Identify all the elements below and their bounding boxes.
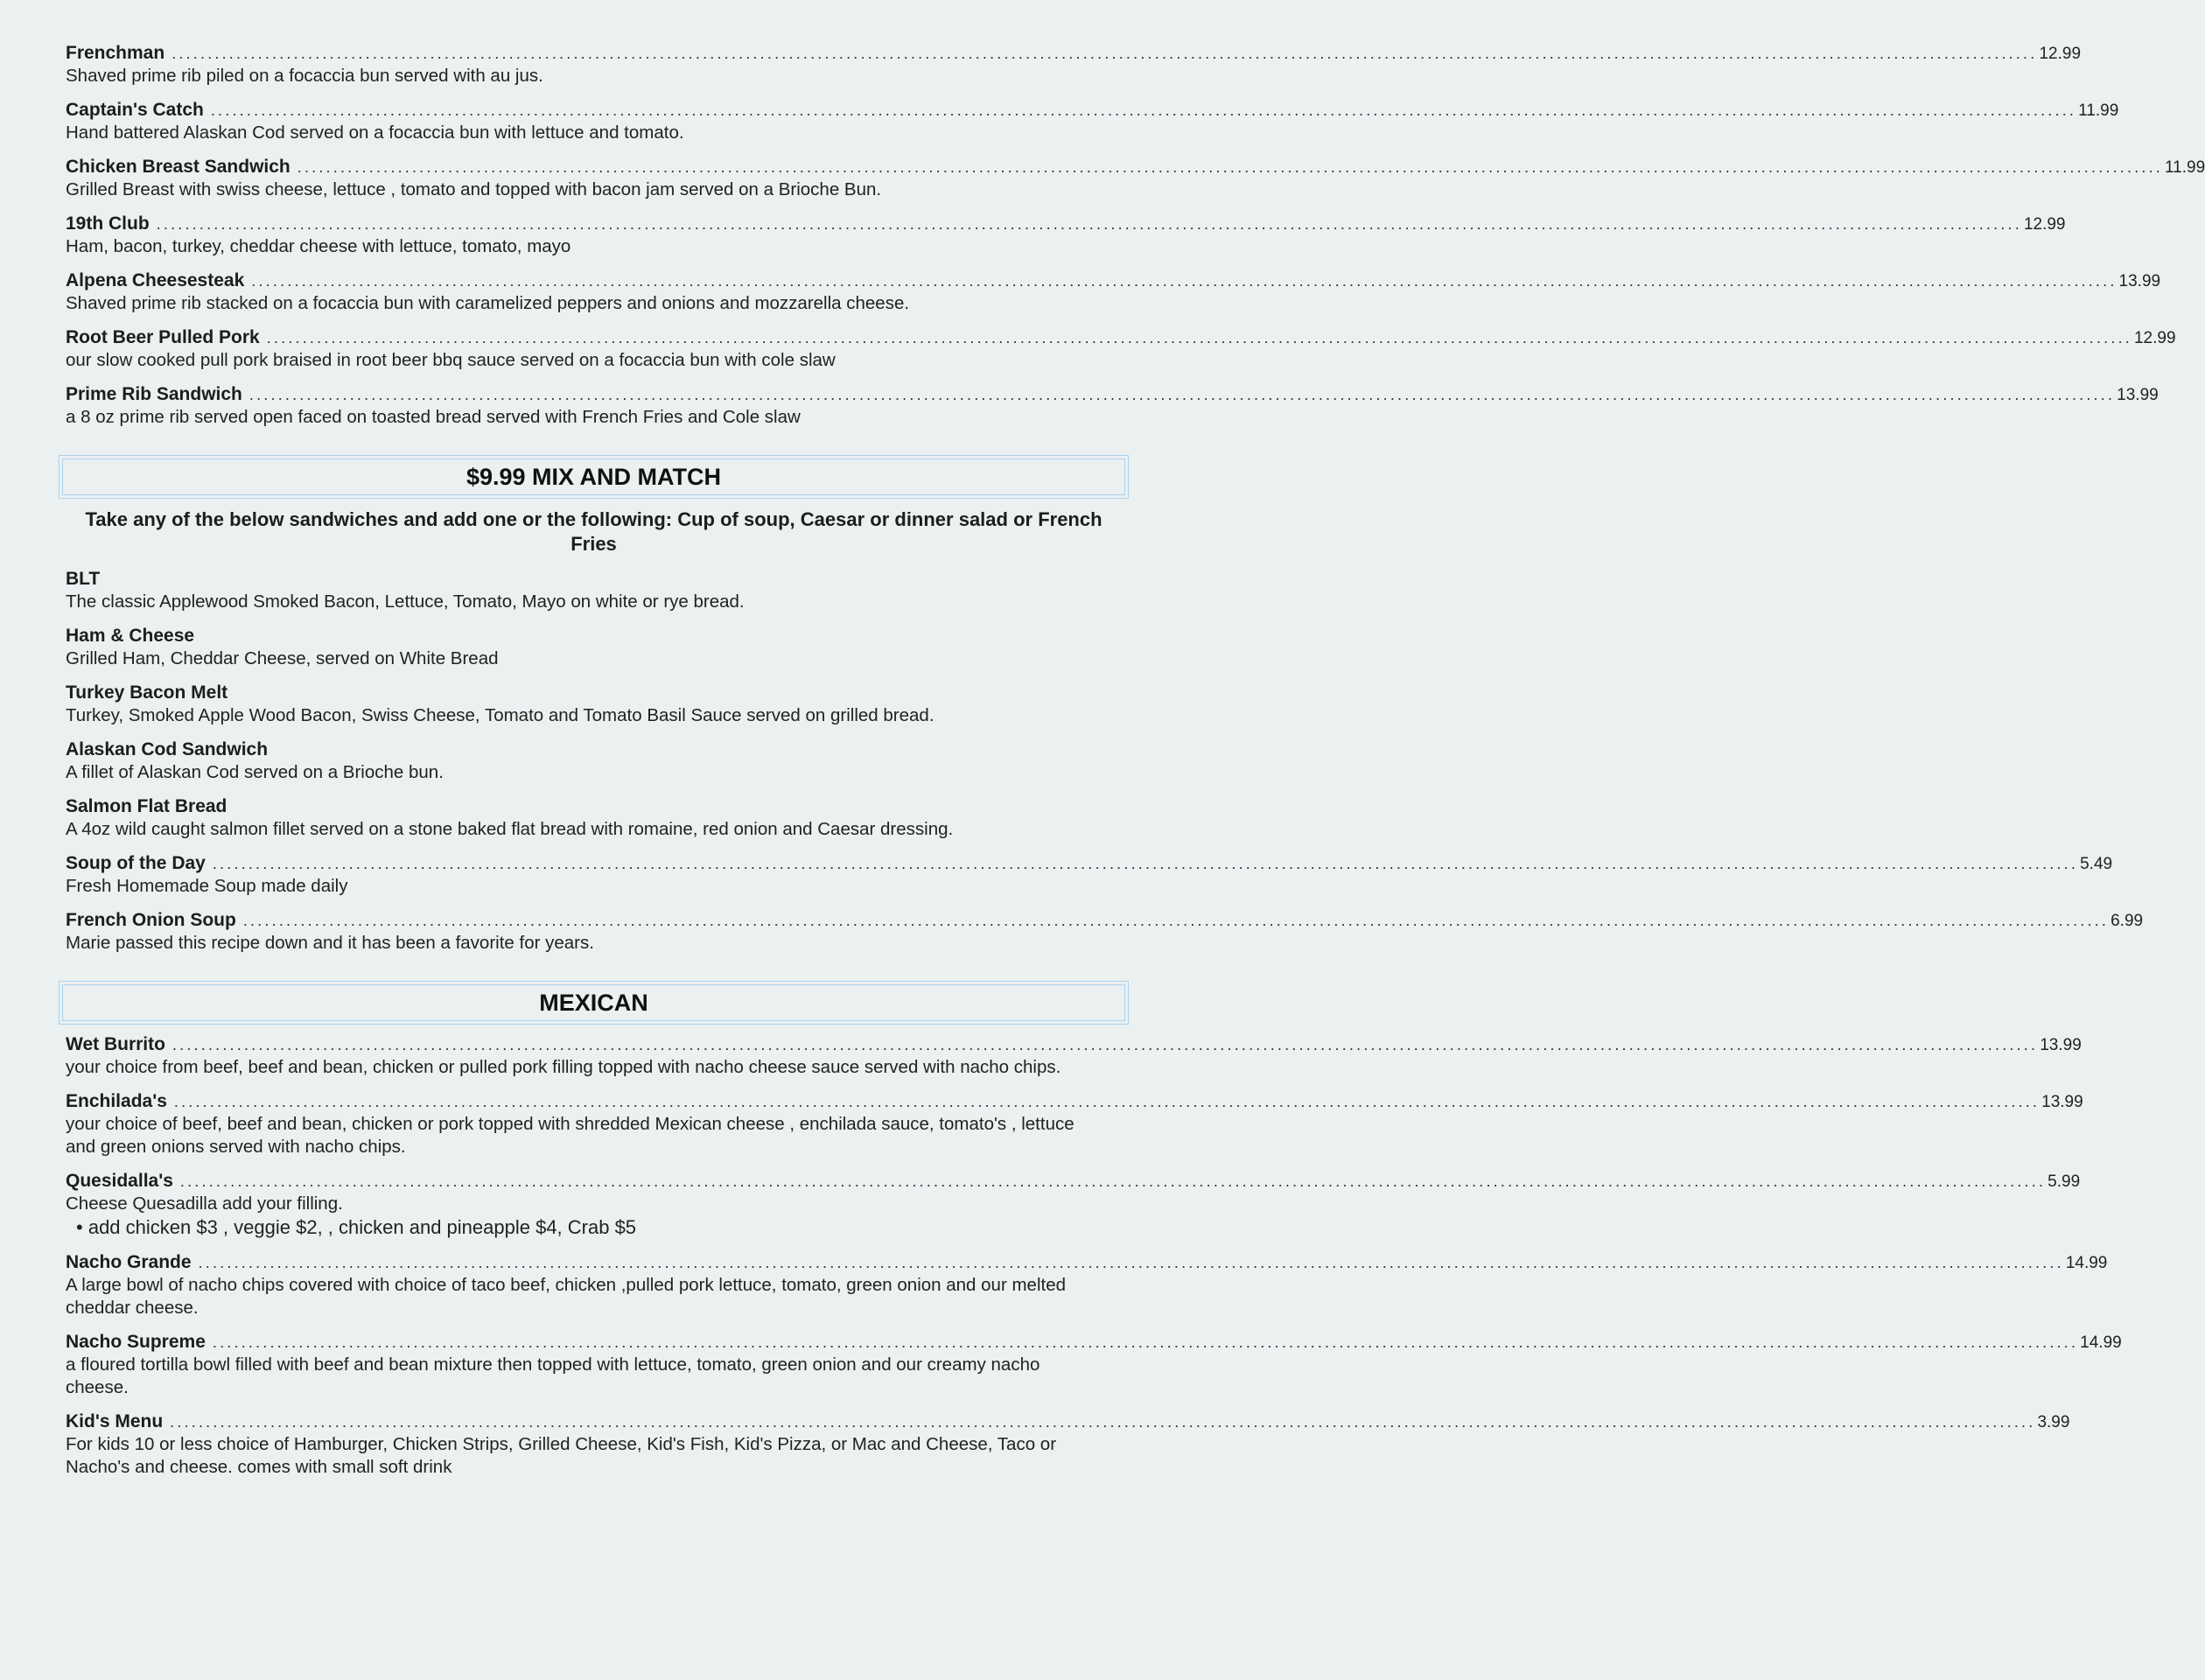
menu-item — [66, 1251, 2108, 1320]
sandwich-list — [66, 42, 2205, 429]
item-description: For kids 10 or less choice of Hamburger, Chicken Strips, Grilled Cheese, Kid's Fish, Kid's Pizza, or Mac and Cheese, Taco or Nacho's and cheese. comes with small soft drink — [66, 1434, 1057, 1477]
menu-item — [66, 156, 2205, 201]
leader-dots: .................................................................................................................................................................................................................................................................... — [242, 912, 2110, 929]
item-description: Cheese Quesadilla add your filling. — [66, 1194, 343, 1214]
menu-item — [66, 1410, 2070, 1479]
item-description: your choice from beef, beef and bean, chicken or pulled pork filling topped with nacho cheese sauce served with nacho chips. — [66, 1057, 1061, 1077]
menu-page — [66, 42, 2205, 1490]
item-name: Ham & Cheese — [66, 626, 195, 646]
menu-item — [66, 326, 2176, 372]
item-name: Turkey Bacon Melt — [66, 682, 228, 703]
menu-item — [66, 738, 1122, 784]
leader-dots: .................................................................................................................................................................................................................................................................... — [172, 45, 2038, 62]
item-name: Enchilada's — [66, 1091, 167, 1111]
item-name: BLT — [66, 569, 101, 589]
item-name: 19th Club — [66, 214, 150, 234]
bullet-item — [66, 1215, 1122, 1240]
mexican-list — [66, 1033, 2122, 1479]
item-description: Hand battered Alaskan Cod served on a focaccia bun with lettuce and tomato. — [66, 122, 684, 143]
menu-item — [66, 270, 2161, 315]
item-price: 13.99 — [2041, 1093, 2083, 1111]
menu-item — [66, 795, 1122, 841]
item-price: 13.99 — [2040, 1036, 2082, 1054]
leader-dots: .................................................................................................................................................................................................................................................................... — [210, 102, 2077, 119]
bullet-text: add chicken $3 , veggie $2, , chicken and pineapple $4, Crab $5 — [88, 1216, 637, 1238]
item-price: 14.99 — [2065, 1254, 2108, 1272]
item-name: Chicken Breast Sandwich — [66, 157, 290, 177]
item-description: a 8 oz prime rib served open faced on toasted bread served with French Fries and Cole slaw — [66, 407, 801, 427]
menu-item — [66, 1170, 2081, 1240]
item-description: our slow cooked pull pork braised in root beer bbq sauce served on a focaccia bun with cole slaw — [66, 350, 836, 370]
menu-item — [66, 909, 2144, 955]
item-name: Salmon Flat Bread — [66, 796, 228, 816]
item-price: 11.99 — [2078, 102, 2119, 120]
leader-dots: .................................................................................................................................................................................................................................................................... — [212, 1334, 2079, 1351]
item-description: Shaved prime rib stacked on a focaccia bun with caramelized peppers and onions and mozzarella cheese. — [66, 293, 910, 313]
item-price: 11.99 — [2165, 158, 2205, 177]
item-price: 13.99 — [2118, 272, 2161, 290]
section-intro: Take any of the below sandwiches and add one or the following: Cup of soup, Caesar or dinner salad or French Fries — [85, 508, 1102, 555]
item-name: Soup of the Day — [66, 853, 206, 873]
menu-item — [66, 682, 1122, 727]
item-description: Marie passed this recipe down and it has been a favorite for years. — [66, 933, 594, 953]
item-price: 3.99 — [2037, 1413, 2070, 1432]
item-name: Alaskan Cod Sandwich — [66, 739, 269, 760]
item-name: French Onion Soup — [66, 910, 236, 930]
item-name: Frenchman — [66, 43, 165, 63]
item-description: Shaved prime rib piled on a focaccia bun served with au jus. — [66, 66, 543, 86]
leader-dots: .................................................................................................................................................................................................................................................................... — [198, 1254, 2064, 1271]
item-name: Alpena Cheesesteak — [66, 270, 245, 290]
menu-item — [66, 42, 2082, 88]
item-description: A large bowl of nacho chips covered with choice of taco beef, chicken ,pulled pork lettuce, tomato, green onion and our melted cheddar cheese. — [66, 1275, 1066, 1318]
menu-item — [66, 625, 1122, 670]
item-name: Wet Burrito — [66, 1034, 165, 1054]
item-description: your choice of beef, beef and bean, chicken or pork topped with shredded Mexican cheese , enchilada sauce, tomato's , lettuce and green onions served with nacho chips. — [66, 1114, 1074, 1157]
leader-dots: .................................................................................................................................................................................................................................................................... — [179, 1172, 2047, 1190]
item-price: 12.99 — [2133, 329, 2176, 347]
menu-item — [66, 852, 2113, 898]
item-description: Ham, bacon, turkey, cheddar cheese with lettuce, tomato, mayo — [66, 236, 571, 256]
item-description: A 4oz wild caught salmon fillet served on a stone baked flat bread with romaine, red onion and Caesar dressing. — [66, 819, 954, 839]
leader-dots: .................................................................................................................................................................................................................................................................... — [170, 1413, 2036, 1431]
item-description: a floured tortilla bowl filled with beef and bean mixture then topped with lettuce, tomato, green onion and our creamy nacho cheese. — [66, 1354, 1040, 1397]
menu-item — [66, 568, 1122, 613]
section-header-box — [59, 455, 1129, 499]
item-description: Turkey, Smoked Apple Wood Bacon, Swiss Cheese, Tomato and Tomato Basil Sauce served on grilled bread. — [66, 705, 934, 725]
leader-dots: .................................................................................................................................................................................................................................................................... — [251, 272, 2118, 290]
menu-item — [66, 99, 2119, 144]
item-price: 6.99 — [2110, 912, 2144, 930]
leader-dots: .................................................................................................................................................................................................................................................................... — [173, 1093, 2040, 1110]
section-header-box — [59, 981, 1129, 1025]
menu-item — [66, 383, 2159, 429]
item-price: 5.49 — [2080, 855, 2113, 873]
leader-dots: .................................................................................................................................................................................................................................................................... — [248, 386, 2116, 403]
item-description: Grilled Ham, Cheddar Cheese, served on White Bread — [66, 648, 499, 668]
leader-dots: .................................................................................................................................................................................................................................................................... — [156, 215, 2022, 233]
item-price: 5.99 — [2048, 1172, 2081, 1191]
item-price: 12.99 — [2039, 45, 2082, 63]
item-name: Prime Rib Sandwich — [66, 384, 242, 404]
item-name: Root Beer Pulled Pork — [66, 327, 260, 347]
menu-item — [66, 1090, 2083, 1158]
section-title: $9.99 MIX AND MATCH — [62, 458, 1125, 495]
item-name: Quesidalla's — [66, 1171, 173, 1191]
menu-item — [66, 213, 2066, 258]
item-description: A fillet of Alaskan Cod served on a Brioche bun. — [66, 762, 444, 782]
mix-match-list — [66, 568, 2144, 955]
menu-item — [66, 1033, 2082, 1079]
item-name: Nacho Supreme — [66, 1332, 206, 1352]
menu-item — [66, 1331, 2122, 1399]
item-name: Kid's Menu — [66, 1411, 164, 1432]
item-price: 13.99 — [2117, 386, 2159, 404]
item-description: Grilled Breast with swiss cheese, lettuce , tomato and topped with bacon jam served on a Brioche Bun. — [66, 179, 882, 200]
leader-dots: .................................................................................................................................................................................................................................................................... — [266, 329, 2132, 346]
item-name: Captain's Catch — [66, 100, 204, 120]
item-price: 12.99 — [2023, 215, 2066, 234]
bullet-icon: • — [76, 1216, 88, 1238]
section-title: MEXICAN — [62, 984, 1125, 1021]
item-description: The classic Applewood Smoked Bacon, Lettuce, Tomato, Mayo on white or rye bread. — [66, 592, 745, 612]
item-description: Fresh Homemade Soup made daily — [66, 876, 348, 896]
leader-dots: .................................................................................................................................................................................................................................................................... — [297, 158, 2164, 176]
item-name: Nacho Grande — [66, 1252, 192, 1272]
item-price: 14.99 — [2080, 1334, 2122, 1352]
leader-dots: .................................................................................................................................................................................................................................................................... — [172, 1036, 2039, 1054]
leader-dots: .................................................................................................................................................................................................................................................................... — [212, 855, 2079, 872]
